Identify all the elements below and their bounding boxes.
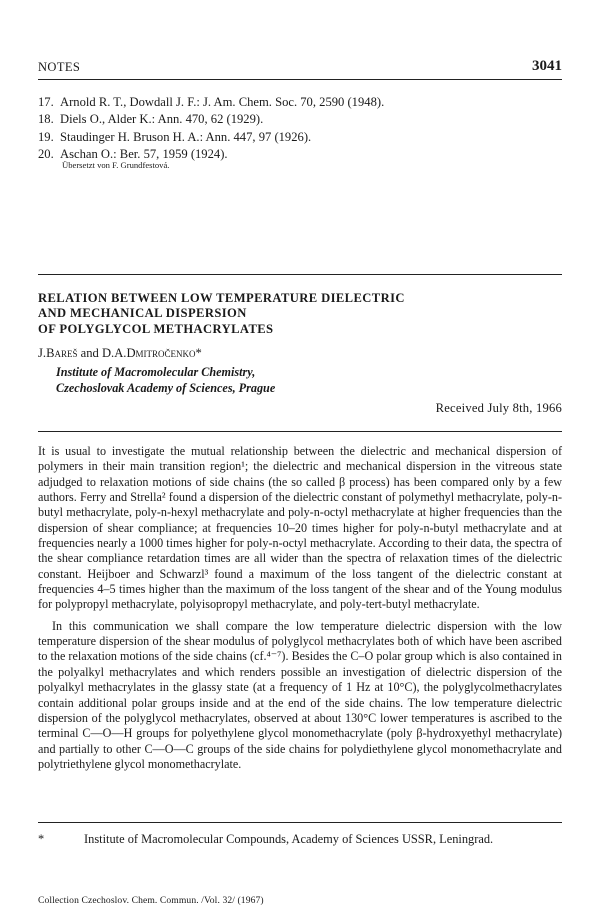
body-paragraph: In this communication we shall compare the low temperature dielectric dispersion with the low temperature dispersion of the shear modulus of polyglycol methacrylates both of which have been ascribed to the relaxation motions of the side chains (cf.⁴⁻⁷). Besides the C–O polar group which is also contained in the polyalkyl methacrylates and which renders possible an investigation of dielectric dispersion of the polyalkyl methacrylates in the glassy state (at a frequency of 1 Hz at 10°C), the polyglycolmethacrylates contain additional polar groups inside and at the end of the side chains. The low temperature dielectric dispersion of the polyglycol methacrylates, observed at about 130°C lower temperatures is ascribed to the terminal C—O—H groups for polyethylene glycol monomethacrylate (poly β-hydroxyethyl methacrylate) and partially to other C—O—C groups of the side chains for polydiethylene glycol monomethacrylate and polytriethylene glycol monomethacrylate. <box>38 618 562 771</box>
journal-footer: Collection Czechoslov. Chem. Commun. /Vol. 32/ (1967) <box>38 895 264 906</box>
article-title <box>38 291 405 337</box>
received-date: Received July 8th, 1966 <box>435 401 562 415</box>
reference-item: 19. Staudinger H. Bruson H. A.: Ann. 447, 97 (1926). <box>38 129 312 144</box>
body-paragraph: It is usual to investigate the mutual relationship between the dielectric and mechanical dispersion of polymers in their main transition region¹; the dielectric and mechanical dispersion in the vitreous state adjudged to relaxation motions of side chains (the so called β process) has been compared only by a few authors. Ferry and Strella² found a dispersion of the dielectric constant of polymethyl methacrylate, poly-n-butyl methacrylate, poly-n-hexyl methacrylate and poly-n-octyl methacrylate at higher frequencies than the dispersion of shear compliance; at frequencies 10–20 times higher for poly-n-butyl methacrylate and at frequencies nearly a 1000 times higher for poly-n-octyl methacrylate. According to their data, the spectra of the shear compliance retardation times are all wider than the spectra of relaxation times of the dielectric constant. Heijboer and Schwarzl³ found a maximum of the loss tangent of the dielectric constant at frequencies 4–5 times higher than the maximum of the loss tangent of the shear and of the Young modulus for polypropyl methacrylate, polyisopropyl methacrylate, and poly-tert-butyl methacrylate. <box>38 444 562 612</box>
reference-list <box>38 94 562 163</box>
translator-note: Übersetzt von F. Grundfestová. <box>62 160 170 170</box>
footnote: * Institute of Macromolecular Compounds, Academy of Sciences USSR, Leningrad. <box>38 832 494 846</box>
abstract-rule <box>38 431 562 432</box>
page-number: 3041 <box>532 58 562 74</box>
header-rule <box>38 79 562 80</box>
footnote-marker: * <box>195 346 202 360</box>
article-separator-rule <box>38 274 562 275</box>
title-line: AND MECHANICAL DISPERSION <box>38 306 247 321</box>
running-header <box>38 58 562 78</box>
affiliation: Institute of Macromolecular Chemistry, Czechoslovak Academy of Sciences, Prague <box>56 365 276 395</box>
title-line: OF POLYGLYCOL METHACRYLATES <box>38 321 274 336</box>
author-line: J.Bareš and D.A.Dmitročenko* <box>38 346 202 360</box>
reference-item: 18. Diels O., Alder K.: Ann. 470, 62 (1929). <box>38 112 264 127</box>
section-label: NOTES <box>38 60 81 74</box>
title-line: RELATION BETWEEN LOW TEMPERATURE DIELECTRIC <box>38 291 405 305</box>
footnote-rule <box>38 822 562 823</box>
author-name: Dmitročenko <box>126 346 196 360</box>
reference-item: 17. Arnold R. T., Dowdall J. F.: J. Am. Chem. Soc. 70, 2590 (1948). <box>38 95 385 109</box>
reference-item: 20. Aschan O.: Ber. 57, 1959 (1924). <box>38 146 228 161</box>
article-body <box>38 444 562 772</box>
author-name: Bareš <box>46 346 78 360</box>
